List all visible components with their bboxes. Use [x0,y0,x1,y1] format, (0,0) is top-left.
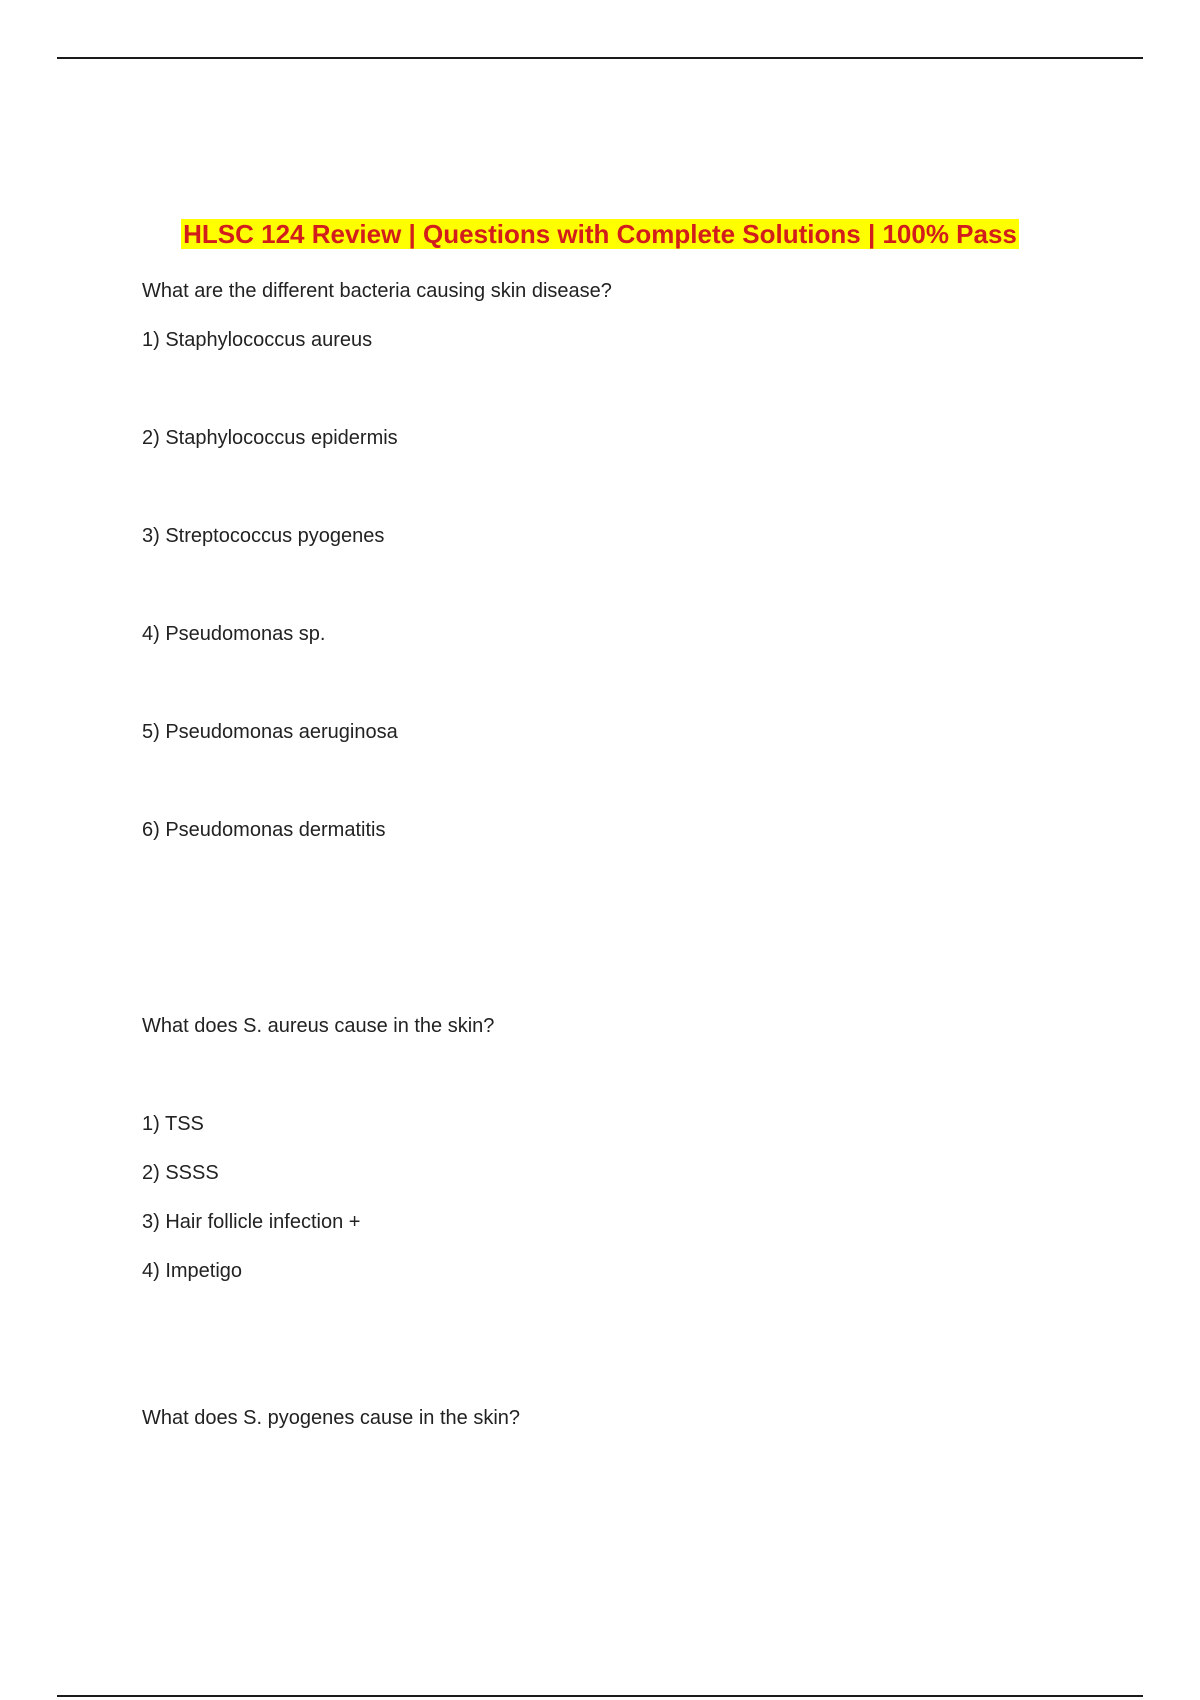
answer-2-1: 1) TSS [142,1113,204,1135]
question-2: What does S. aureus cause in the skin? [142,1015,495,1037]
answer-2-4: 4) Impetigo [142,1260,243,1282]
question-3: What does S. pyogenes cause in the skin? [142,1407,521,1429]
answer-1-5: 5) Pseudomonas aeruginosa [142,721,398,743]
answer-2-2: 2) SSSS [142,1162,219,1184]
document-title [0,214,1200,254]
answer-1-6: 6) Pseudomonas dermatitis [142,819,386,841]
document-title-text: HLSC 124 Review | Questions with Complete Solutions | 100% Pass [183,219,1017,249]
question-1: What are the different bacteria causing skin disease? [142,280,612,302]
footer-rule [57,1695,1143,1697]
answer-1-2: 2) Staphylococcus epidermis [142,427,398,449]
answer-1-4: 4) Pseudomonas sp. [142,623,326,645]
answer-1-1: 1) Staphylococcus aureus [142,329,373,351]
answer-2-3: 3) Hair follicle infection + [142,1211,361,1233]
header-rule [57,57,1143,59]
answer-1-3: 3) Streptococcus pyogenes [142,525,385,547]
